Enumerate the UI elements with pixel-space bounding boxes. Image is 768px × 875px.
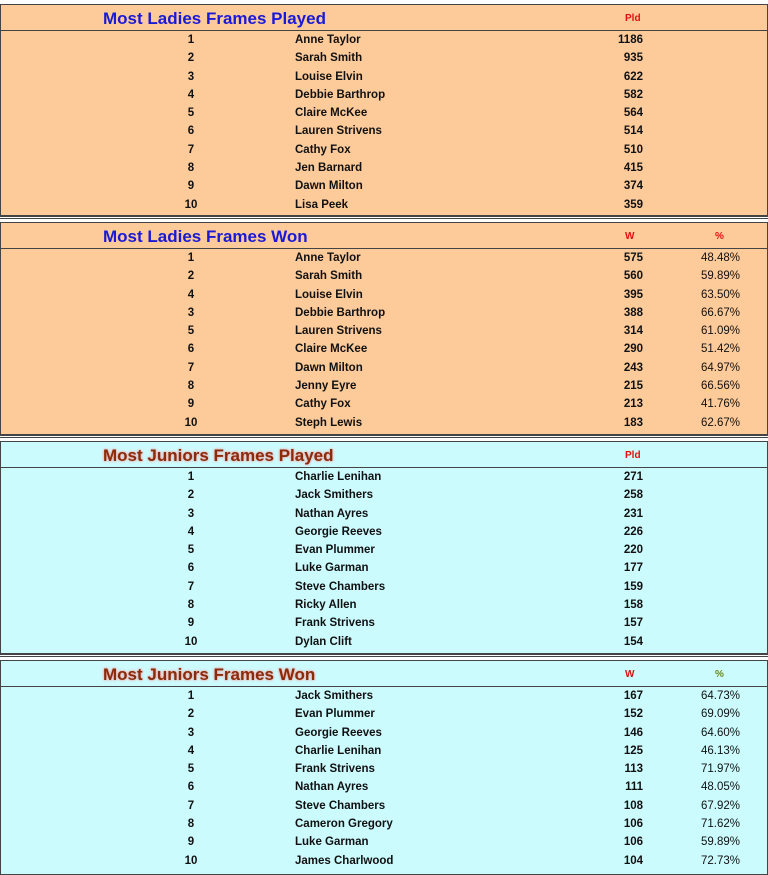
frames-count-cell: 154 — [623, 635, 643, 648]
win-percentage-cell: 63.50% — [700, 288, 740, 301]
table-header — [1, 223, 767, 249]
player-name-cell: Steve Chambers — [295, 580, 386, 593]
rank-cell: 5 — [187, 544, 195, 557]
frames-count-cell: 271 — [623, 471, 643, 483]
section-divider — [0, 435, 768, 438]
table-row — [1, 267, 767, 285]
rank-cell: 6 — [187, 343, 195, 356]
rank-cell: 8 — [187, 380, 195, 393]
rank-cell: 8 — [187, 599, 195, 612]
player-name-cell: Claire McKee — [295, 107, 368, 120]
rank-cell: 2 — [187, 270, 195, 283]
rank-cell: 1 — [187, 471, 195, 483]
player-name-cell: Anne Taylor — [295, 34, 361, 46]
won-column-header: W — [625, 669, 635, 680]
win-percentage-cell: 41.76% — [700, 398, 740, 411]
rank-cell: 6 — [187, 781, 195, 794]
player-name-cell: Louise Elvin — [295, 288, 363, 301]
rank-cell: 10 — [184, 198, 198, 211]
frames-count-cell: 146 — [623, 726, 643, 739]
rank-cell: 9 — [187, 180, 195, 193]
played-column-header: Pld — [625, 450, 641, 461]
rank-cell: 9 — [187, 398, 195, 411]
table-row — [1, 505, 767, 523]
player-name-cell: Frank Strivens — [295, 763, 375, 776]
frames-count-cell: 388 — [623, 306, 643, 319]
player-name-cell: Georgie Reeves — [295, 525, 382, 538]
win-percentage-cell: 62.67% — [700, 416, 740, 429]
player-name-cell: Jack Smithers — [295, 489, 373, 502]
frames-count-cell: 220 — [623, 544, 643, 557]
table-row — [1, 523, 767, 541]
juniors-frames-won-table — [0, 660, 768, 875]
frames-count-cell: 231 — [623, 507, 643, 520]
win-percentage-cell: 66.56% — [700, 380, 740, 393]
ladies-frames-played-table — [0, 4, 768, 216]
section-divider — [0, 216, 768, 219]
win-percentage-cell: 46.13% — [700, 744, 740, 757]
frames-count-cell: 622 — [623, 70, 643, 83]
table-row — [1, 468, 767, 486]
table-row — [1, 86, 767, 104]
table-row — [1, 414, 767, 432]
frames-count-cell: 290 — [623, 343, 643, 356]
player-name-cell: Cathy Fox — [295, 143, 351, 156]
player-name-cell: Dylan Clift — [295, 635, 352, 648]
percent-column-header: % — [715, 669, 724, 680]
rank-cell: 1 — [187, 34, 195, 46]
section-title: Most Juniors Frames Won — [103, 665, 316, 684]
win-percentage-cell: 61.09% — [700, 325, 740, 338]
table-row — [1, 177, 767, 195]
frames-count-cell: 359 — [623, 198, 643, 211]
player-name-cell: Georgie Reeves — [295, 726, 382, 739]
player-name-cell: Lauren Strivens — [295, 325, 382, 338]
table-row — [1, 340, 767, 358]
rank-cell: 2 — [187, 52, 195, 65]
table-rows — [1, 468, 767, 651]
rank-cell: 6 — [187, 125, 195, 138]
table-row — [1, 724, 767, 742]
rank-cell: 4 — [187, 744, 195, 757]
frames-count-cell: 104 — [623, 854, 643, 867]
player-name-cell: Luke Garman — [295, 836, 369, 849]
frames-count-cell: 226 — [623, 525, 643, 538]
frames-count-cell: 514 — [623, 125, 643, 138]
rank-cell: 9 — [187, 617, 195, 630]
table-row — [1, 852, 767, 870]
table-row — [1, 742, 767, 760]
player-name-cell: Lauren Strivens — [295, 125, 382, 138]
table-row — [1, 395, 767, 413]
table-row — [1, 31, 767, 49]
frames-count-cell: 1186 — [618, 34, 643, 46]
table-row — [1, 286, 767, 304]
table-row — [1, 815, 767, 833]
table-row — [1, 559, 767, 577]
player-name-cell: Charlie Lenihan — [295, 744, 382, 757]
frames-count-cell: 575 — [623, 252, 643, 264]
table-row — [1, 578, 767, 596]
player-name-cell: Debbie Barthrop — [295, 88, 386, 101]
table-row — [1, 104, 767, 122]
rank-cell: 6 — [187, 562, 195, 575]
section-title: Most Ladies Frames Won — [103, 227, 308, 246]
juniors-frames-played-table — [0, 441, 768, 654]
rank-cell: 10 — [184, 416, 198, 429]
rank-cell: 7 — [187, 580, 195, 593]
table-rows — [1, 687, 767, 870]
frames-count-cell: 157 — [623, 617, 643, 630]
table-row — [1, 596, 767, 614]
win-percentage-cell: 66.67% — [700, 306, 740, 319]
frames-count-cell: 106 — [623, 818, 643, 831]
rank-cell: 3 — [187, 507, 195, 520]
player-name-cell: Debbie Barthrop — [295, 306, 386, 319]
frames-count-cell: 560 — [623, 270, 643, 283]
win-percentage-cell: 64.97% — [700, 361, 740, 374]
rank-cell: 4 — [187, 525, 195, 538]
rank-cell: 3 — [187, 306, 195, 319]
win-percentage-cell: 64.73% — [700, 690, 740, 702]
rank-cell: 10 — [184, 635, 198, 648]
player-name-cell: Charlie Lenihan — [295, 471, 382, 483]
table-row — [1, 486, 767, 504]
table-row — [1, 633, 767, 651]
table-row — [1, 614, 767, 632]
frames-count-cell: 167 — [623, 690, 643, 702]
table-row — [1, 322, 767, 340]
frames-count-cell: 243 — [623, 361, 643, 374]
frames-count-cell: 158 — [623, 599, 643, 612]
rank-cell: 10 — [184, 854, 198, 867]
table-row — [1, 68, 767, 86]
frames-count-cell: 582 — [623, 88, 643, 101]
percent-column-header: % — [715, 231, 724, 242]
table-row — [1, 159, 767, 177]
player-name-cell: Cameron Gregory — [295, 818, 393, 831]
player-name-cell: Luke Garman — [295, 562, 369, 575]
rank-cell: 8 — [187, 162, 195, 175]
table-row — [1, 377, 767, 395]
player-name-cell: Jenny Eyre — [295, 380, 357, 393]
player-name-cell: Dawn Milton — [295, 180, 363, 193]
win-percentage-cell: 69.09% — [700, 708, 740, 721]
frames-count-cell: 314 — [623, 325, 643, 338]
table-header — [1, 5, 767, 31]
rank-cell: 2 — [187, 489, 195, 502]
section-title: Most Ladies Frames Played — [103, 9, 326, 28]
frames-count-cell: 113 — [624, 763, 643, 776]
section-divider — [0, 654, 768, 657]
player-name-cell: Sarah Smith — [295, 52, 363, 65]
player-name-cell: Nathan Ayres — [295, 507, 369, 520]
rank-cell: 1 — [187, 252, 195, 264]
rank-cell: 7 — [187, 361, 195, 374]
frames-count-cell: 935 — [623, 52, 643, 65]
ladies-frames-won-table — [0, 222, 768, 435]
win-percentage-cell: 48.48% — [700, 252, 740, 264]
table-row — [1, 705, 767, 723]
win-percentage-cell: 59.89% — [700, 836, 740, 849]
won-column-header: W — [625, 231, 635, 242]
table-row — [1, 797, 767, 815]
frames-count-cell: 215 — [623, 380, 643, 393]
rank-cell: 2 — [187, 708, 195, 721]
table-row — [1, 359, 767, 377]
win-percentage-cell: 59.89% — [700, 270, 740, 283]
played-column-header: Pld — [625, 13, 641, 24]
table-row — [1, 141, 767, 159]
frames-count-cell: 415 — [623, 162, 643, 175]
player-name-cell: Jen Barnard — [295, 162, 363, 175]
player-name-cell: Nathan Ayres — [295, 781, 369, 794]
table-row — [1, 196, 767, 214]
rank-cell: 5 — [187, 107, 195, 120]
table-header — [1, 661, 767, 687]
win-percentage-cell: 71.62% — [700, 818, 740, 831]
frames-count-cell: 374 — [623, 180, 643, 193]
table-row — [1, 49, 767, 67]
rank-cell: 3 — [187, 70, 195, 83]
win-percentage-cell: 64.60% — [700, 726, 740, 739]
table-header — [1, 442, 767, 468]
frames-count-cell: 213 — [623, 398, 643, 411]
player-name-cell: Jack Smithers — [295, 690, 373, 702]
player-name-cell: Frank Strivens — [295, 617, 375, 630]
frames-count-cell: 108 — [623, 799, 643, 812]
rank-cell: 4 — [187, 88, 195, 101]
section-title: Most Juniors Frames Played — [103, 446, 334, 465]
player-name-cell: Evan Plummer — [295, 708, 375, 721]
table-row — [1, 833, 767, 851]
win-percentage-cell: 51.42% — [700, 343, 740, 356]
player-name-cell: Ricky Allen — [295, 599, 357, 612]
table-row — [1, 304, 767, 322]
win-percentage-cell: 67.92% — [700, 799, 740, 812]
rank-cell: 9 — [187, 836, 195, 849]
frames-count-cell: 183 — [623, 416, 643, 429]
frames-count-cell: 564 — [623, 107, 643, 120]
frames-count-cell: 510 — [623, 143, 643, 156]
table-row — [1, 541, 767, 559]
player-name-cell: Evan Plummer — [295, 544, 375, 557]
rank-cell: 7 — [187, 799, 195, 812]
player-name-cell: James Charlwood — [295, 854, 394, 867]
player-name-cell: Dawn Milton — [295, 361, 363, 374]
player-name-cell: Louise Elvin — [295, 70, 363, 83]
frames-count-cell: 106 — [623, 836, 643, 849]
rank-cell: 7 — [187, 143, 195, 156]
table-row — [1, 760, 767, 778]
frames-count-cell: 395 — [623, 288, 643, 301]
table-row — [1, 249, 767, 267]
rank-cell: 1 — [187, 690, 195, 702]
table-row — [1, 122, 767, 140]
player-name-cell: Steph Lewis — [295, 416, 363, 429]
win-percentage-cell: 48.05% — [700, 781, 740, 794]
frames-count-cell: 258 — [623, 489, 643, 502]
frames-count-cell: 152 — [623, 708, 643, 721]
table-rows — [1, 249, 767, 432]
frames-count-cell: 125 — [623, 744, 643, 757]
rank-cell: 5 — [187, 763, 195, 776]
table-row — [1, 687, 767, 705]
rank-cell: 5 — [187, 325, 195, 338]
rank-cell: 4 — [187, 288, 195, 301]
win-percentage-cell: 72.73% — [700, 854, 740, 867]
frames-count-cell: 177 — [623, 562, 643, 575]
table-row — [1, 778, 767, 796]
rank-cell: 8 — [187, 818, 195, 831]
frames-count-cell: 111 — [625, 781, 643, 794]
player-name-cell: Steve Chambers — [295, 799, 386, 812]
player-name-cell: Sarah Smith — [295, 270, 363, 283]
player-name-cell: Cathy Fox — [295, 398, 351, 411]
player-name-cell: Lisa Peek — [295, 198, 349, 211]
table-rows — [1, 31, 767, 214]
frames-count-cell: 159 — [623, 580, 643, 593]
win-percentage-cell: 71.97% — [700, 763, 740, 776]
player-name-cell: Anne Taylor — [295, 252, 361, 264]
rank-cell: 3 — [187, 726, 195, 739]
player-name-cell: Claire McKee — [295, 343, 368, 356]
